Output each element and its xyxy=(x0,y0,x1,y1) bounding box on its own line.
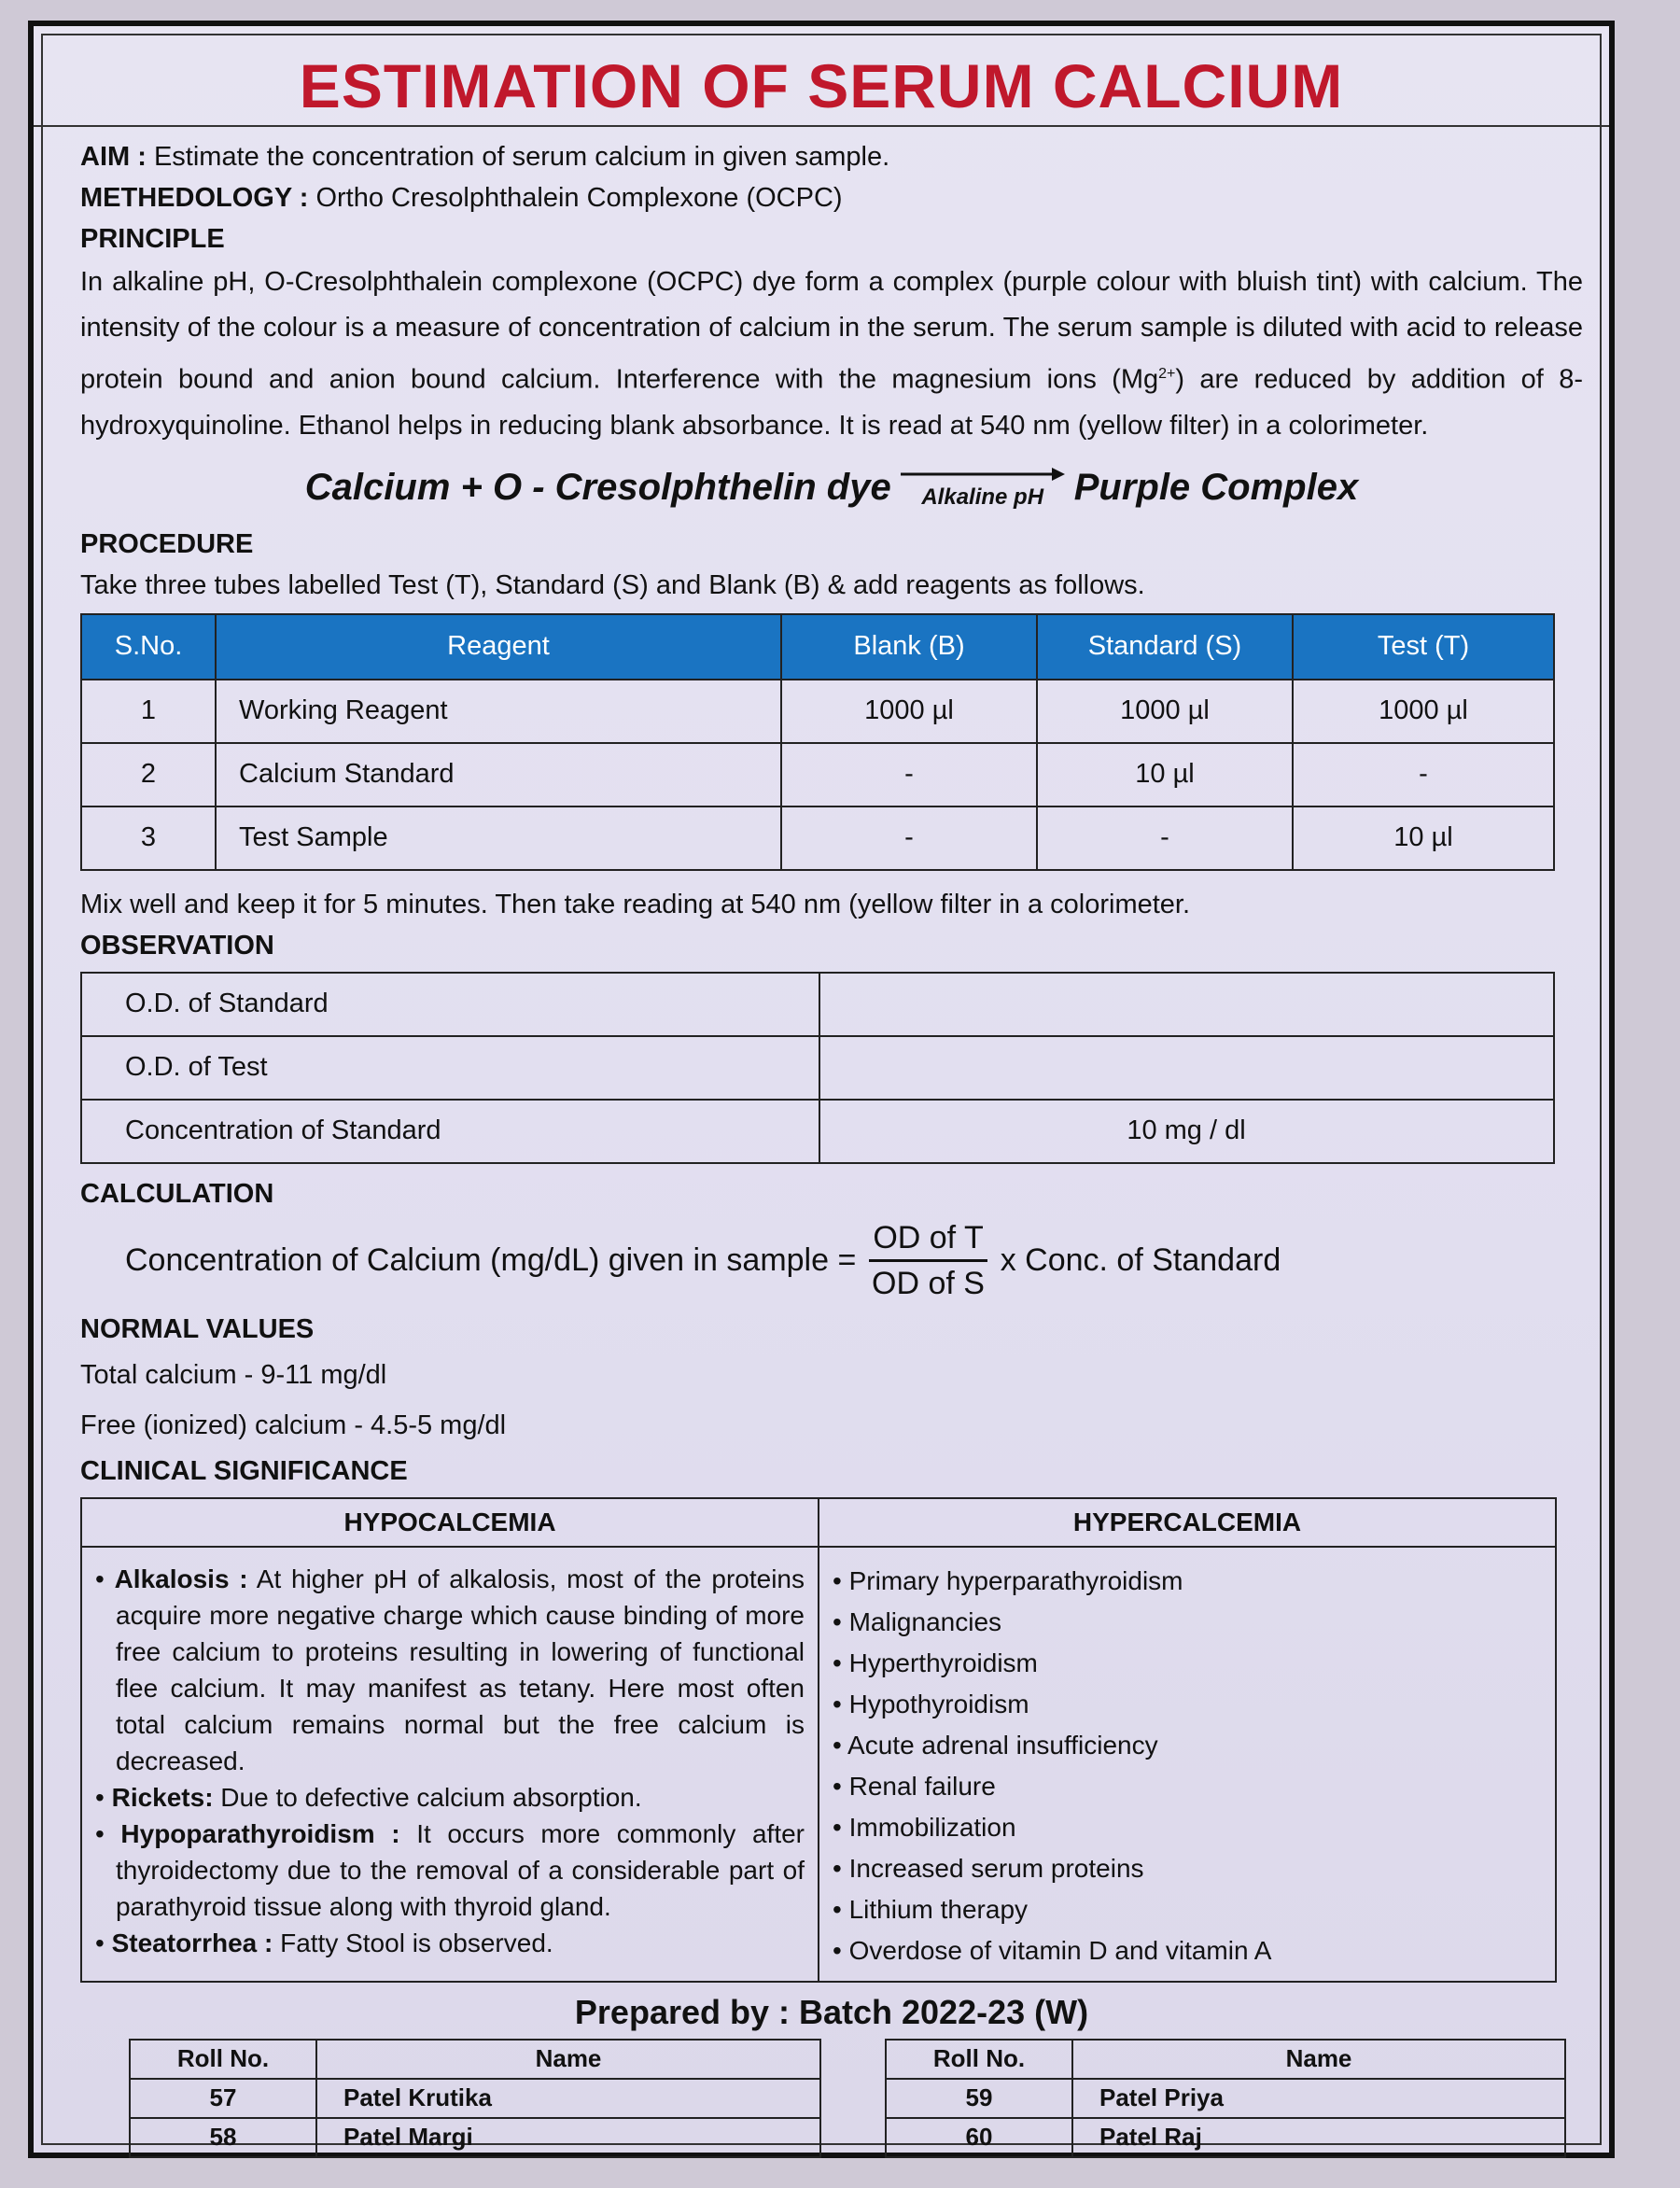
table-row xyxy=(81,680,1554,743)
col-reagent: Reagent xyxy=(216,614,781,680)
list-item: • Steatorrhea : Fatty Stool is observed. xyxy=(95,1928,553,1957)
list-item: • Hyperthyroidism xyxy=(833,1643,1542,1684)
obs-value xyxy=(819,973,1554,1036)
formula-numerator: OD of T xyxy=(869,1216,987,1262)
hypo-term: Steatorrhea : xyxy=(111,1928,273,1957)
cell-sno: 3 xyxy=(81,806,216,870)
name-header: Name xyxy=(316,2040,820,2079)
poster xyxy=(28,21,1615,2158)
aim-text: Estimate the concentration of serum calcium in given sample. xyxy=(153,142,890,172)
reaction-arrow xyxy=(899,466,1067,511)
title-divider xyxy=(34,125,1609,127)
formula-denominator: OD of S xyxy=(872,1265,985,1301)
table-row xyxy=(130,2079,820,2118)
roll-header: Roll No. xyxy=(886,2040,1072,2079)
cell-standard: - xyxy=(1037,806,1293,870)
formula-lhs: Concentration of Calcium (mg/dL) given in sample = xyxy=(125,1241,857,1278)
roll-no: 57 xyxy=(130,2079,316,2118)
clinical-heading: CLINICAL SIGNIFICANCE xyxy=(80,1455,408,1486)
student-name: Patel Raj xyxy=(1072,2118,1565,2157)
col-sno: S.No. xyxy=(81,614,216,680)
hypo-text: At higher pH of alkalosis, most of the proteins acquire more negative charge which cause binding of more free calcium to proteins resulting in lowering of functional flee calcium. It may manifest as tetany. Here most often total calcium remains normal but the free calcium is decreased. xyxy=(116,1564,805,1775)
student-header-row xyxy=(886,2040,1565,2079)
roll-no: 60 xyxy=(886,2118,1072,2157)
hypo-text: Due to defective calcium absorption. xyxy=(213,1782,642,1812)
cell-blank: 1000 µl xyxy=(781,680,1037,743)
list-item: • Lithium therapy xyxy=(833,1889,1542,1930)
student-header-row xyxy=(130,2040,820,2079)
cell-reagent: Test Sample xyxy=(216,806,781,870)
cell-standard: 1000 µl xyxy=(1037,680,1293,743)
list-item: • Hypoparathyroidism : It occurs more commonly after thyroidectomy due to the removal of a considerable part of parathyroid tissue along with thyroid gland. xyxy=(95,1818,805,1921)
cell-test: 1000 µl xyxy=(1293,680,1554,743)
table-row xyxy=(81,806,1554,870)
normal-total: Total calcium - 9-11 mg/dl xyxy=(80,1359,387,1390)
hypocalcemia-heading: HYPOCALCEMIA xyxy=(81,1498,819,1547)
obs-value: 10 mg / dl xyxy=(819,1100,1554,1163)
cell-sno: 2 xyxy=(81,743,216,806)
table-row xyxy=(81,973,1554,1036)
cell-blank: - xyxy=(781,806,1037,870)
cell-test: 10 µl xyxy=(1293,806,1554,870)
col-blank: Blank (B) xyxy=(781,614,1037,680)
list-item: • Acute adrenal insufficiency xyxy=(833,1725,1542,1766)
list-item: • Renal failure xyxy=(833,1766,1542,1807)
roll-no: 58 xyxy=(130,2118,316,2157)
hypercalcemia-list xyxy=(819,1547,1556,1982)
table-row xyxy=(130,2118,820,2157)
student-table-left xyxy=(129,2039,821,2158)
list-item: • Increased serum proteins xyxy=(833,1848,1542,1889)
equation-left: Calcium + O - Cresolphthelin dye xyxy=(304,467,891,509)
list-item: • Primary hyperparathyroidism xyxy=(833,1561,1542,1602)
clinical-table xyxy=(80,1497,1557,1983)
cell-blank: - xyxy=(781,743,1037,806)
col-standard: Standard (S) xyxy=(1037,614,1293,680)
cell-sno: 1 xyxy=(81,680,216,743)
reagent-table xyxy=(80,613,1555,871)
aim-label: AIM : xyxy=(80,142,147,172)
calculation-heading: CALCULATION xyxy=(80,1178,274,1209)
student-name: Patel Krutika xyxy=(316,2079,820,2118)
observation-table xyxy=(80,972,1555,1164)
poster-content xyxy=(80,136,1583,2158)
cell-test: - xyxy=(1293,743,1554,806)
normal-free: Free (ionized) calcium - 4.5-5 mg/dl xyxy=(80,1410,507,1440)
cell-standard: 10 µl xyxy=(1037,743,1293,806)
methodology-text: Ortho Cresolphthalein Complexone (OCPC) xyxy=(315,183,843,213)
magnesium-charge: 2+ xyxy=(1158,366,1176,382)
reagent-table-header xyxy=(81,614,1554,680)
name-header: Name xyxy=(1072,2040,1565,2079)
clinical-body-row xyxy=(81,1547,1556,1982)
calculation-formula xyxy=(125,1216,1583,1305)
student-name: Patel Margi xyxy=(316,2118,820,2157)
principle-text-a: In alkaline pH, O-Cresolphthalein complexone (OCPC) dye form a complex (purple colour with bluish tint) with calcium. The intensity of the colour is a measure of concentration of calcium in the serum. The serum sample is diluted with acid to release protein bound and anion bound calcium. Interference with the magnesium ions (Mg xyxy=(80,267,1583,395)
procedure-intro: Take three tubes labelled Test (T), Standard (S) and Blank (B) & add reagents as follows. xyxy=(80,569,1145,600)
procedure-note: Mix well and keep it for 5 minutes. Then take reading at 540 nm (yellow filter in a colorimeter. xyxy=(80,889,1191,919)
clinical-header-row xyxy=(81,1498,1556,1547)
prepared-by: Prepared by : Batch 2022-23 (W) xyxy=(574,1992,1089,2031)
normal-values-heading: NORMAL VALUES xyxy=(80,1313,315,1344)
formula-rhs: x Conc. of Standard xyxy=(1000,1241,1281,1278)
obs-label: Concentration of Standard xyxy=(81,1100,819,1163)
table-row xyxy=(81,743,1554,806)
student-tables xyxy=(129,2039,1566,2158)
list-item: • Overdose of vitamin D and vitamin A xyxy=(833,1930,1542,1971)
table-row xyxy=(81,1100,1554,1163)
table-row xyxy=(81,1036,1554,1100)
observation-heading: OBSERVATION xyxy=(80,930,274,961)
equation-condition: Alkaline pH xyxy=(921,484,1044,510)
procedure-heading: PROCEDURE xyxy=(80,528,254,559)
table-row xyxy=(886,2079,1565,2118)
list-item: • Hypothyroidism xyxy=(833,1684,1542,1725)
roll-header: Roll No. xyxy=(130,2040,316,2079)
cell-reagent: Working Reagent xyxy=(216,680,781,743)
obs-value xyxy=(819,1036,1554,1100)
student-name: Patel Priya xyxy=(1072,2079,1565,2118)
equation-right: Purple Complex xyxy=(1073,467,1359,509)
list-item: • Malignancies xyxy=(833,1602,1542,1643)
arrow-right-icon xyxy=(899,466,1067,483)
list-item: • Rickets: Due to defective calcium absorption. xyxy=(95,1782,642,1812)
col-test: Test (T) xyxy=(1293,614,1554,680)
formula-fraction xyxy=(869,1216,987,1305)
obs-label: O.D. of Test xyxy=(81,1036,819,1100)
hypo-term: Hypoparathyroidism : xyxy=(120,1818,400,1848)
hypercalcemia-heading: HYPERCALCEMIA xyxy=(819,1498,1556,1547)
reaction-equation xyxy=(80,466,1583,511)
principle-text xyxy=(80,259,1583,449)
cell-reagent: Calcium Standard xyxy=(216,743,781,806)
hypo-term: Rickets: xyxy=(111,1782,214,1812)
page-title: ESTIMATION OF SERUM CALCIUM xyxy=(299,51,1344,120)
hypo-term: Alkalosis : xyxy=(114,1564,248,1593)
obs-label: O.D. of Standard xyxy=(81,973,819,1036)
aim-line xyxy=(80,136,1583,177)
hypocalcemia-list xyxy=(81,1547,819,1982)
principle-text-b: ) are reduced by addition of 8-hydroxyquinoline. Ethanol helps in reducing blank absorbance. It is read at 540 nm (yellow filter) in a colorimeter. xyxy=(80,364,1583,441)
roll-no: 59 xyxy=(886,2079,1072,2118)
table-row xyxy=(886,2118,1565,2157)
hypo-text: It occurs more commonly after thyroidectomy due to the removal of a considerable part of parathyroid tissue along with thyroid gland. xyxy=(116,1818,805,1921)
methodology-line xyxy=(80,177,1583,218)
student-table-right xyxy=(885,2039,1566,2158)
hypo-text: Fatty Stool is observed. xyxy=(273,1928,553,1957)
principle-heading: PRINCIPLE xyxy=(80,224,225,254)
methodology-label: METHEDOLOGY : xyxy=(80,183,309,213)
list-item: • Alkalosis : At higher pH of alkalosis, most of the proteins acquire more negative charge which cause binding of more free calcium to proteins resulting in lowering of functional flee calcium. It may manifest as tetany. Here most often total calcium remains normal but the free calcium is decreased. xyxy=(95,1564,805,1775)
list-item: • Immobilization xyxy=(833,1807,1542,1848)
